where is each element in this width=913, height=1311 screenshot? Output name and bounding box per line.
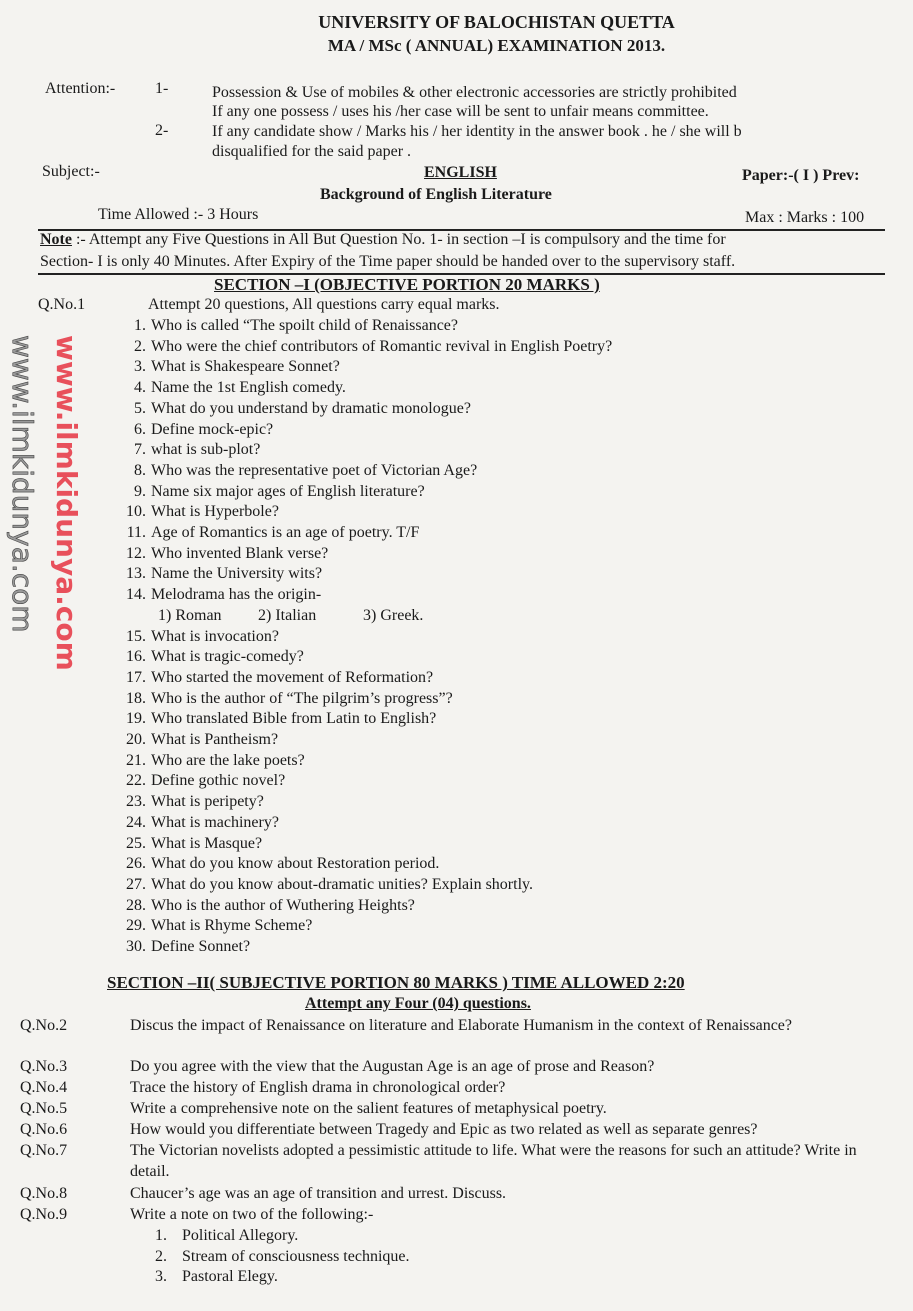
objective-question [108,813,528,834]
question-text: Do you agree with the view that the Augustan Age is an age of prose and Reason? [130,1058,655,1075]
question-number: Q.No.3 [20,1058,68,1075]
question-text: What do you know about-dramatic unities? Explain shortly. [151,875,533,893]
question-text: Who were the chief contributors of Romantic revival in English Poetry? [151,337,613,355]
question-text: Name six major ages of English literature? [151,482,425,500]
question-number: 1. [134,317,146,334]
objective-question [108,730,528,751]
question-number: 21. [126,751,146,769]
objective-question [108,916,528,937]
question-text: What is peripety? [151,793,264,811]
section-1-title: SECTION –I (OBJECTIVE PORTION 20 MARKS ) [214,275,600,294]
question-text: What is invocation? [151,627,279,645]
objective-question [108,709,528,730]
subjective-question [20,1057,890,1078]
question-number: 27. [126,875,146,893]
question-number: 2. [134,337,146,355]
objective-question [108,937,528,958]
question-text: Who was the representative poet of Victorian Age? [151,461,478,479]
question-text: What is Pantheism? [151,731,279,748]
max-marks: Max : Marks : 100 [745,209,865,226]
attention-num-1: 1- [155,80,169,97]
question-number: 10. [126,503,146,521]
option-number: 1. [155,1227,167,1244]
subjective-question [20,1141,890,1182]
question-text: Chaucer’s age was an age of transition and urrest. Discuss. [130,1185,507,1202]
q14-options [158,606,578,627]
subject: ENGLISH [424,164,497,181]
question-text: Write a comprehensive note on the salient features of metaphysical poetry. [130,1100,607,1117]
question-number: Q.No.9 [20,1206,68,1223]
objective-question [108,771,528,792]
question-text: Melodrama has the origin- [151,586,322,604]
objective-question [108,502,528,523]
q9-option [155,1248,410,1266]
question-number: 11. [126,524,146,541]
option: 3) Greek. [363,606,424,624]
paper-title: Background of English Literature [320,186,552,203]
question-text: Who invented Blank verse? [151,544,329,562]
option-text: Pastoral Elegy. [182,1268,278,1285]
objective-question [108,544,528,565]
question-number: 29. [126,917,146,935]
objective-question [108,337,613,358]
section-2-instruction: Attempt any Four (04) questions. [305,995,531,1012]
question-number: 19. [126,710,146,728]
watermark: www.ilmkidunya.com [50,335,83,671]
subjective-question [20,1205,890,1226]
attention-text-1a: Possession & Use of mobiles & other electronic accessories are strictly prohibited [212,84,737,101]
question-text: what is sub-plot? [151,441,261,459]
question-number: 18. [126,689,146,707]
objective-question [108,854,528,875]
question-number: 15. [126,627,146,645]
objective-question [108,875,533,896]
question-number: 8. [134,461,146,479]
question-number: 28. [126,896,146,914]
qno-1: Q.No.1 [38,296,86,313]
objective-question [108,316,528,337]
note-text: :- Attempt any Five Questions in All But Question No. 1- in section –I is compulsory and the time for [71,231,726,248]
question-number: 22. [126,772,146,790]
question-text: How would you differentiate between Tragedy and Epic as two related as well as separate genres? [130,1121,758,1138]
question-text: Who is the author of Wuthering Heights? [151,896,415,914]
option-text: Political Allegory. [182,1227,299,1244]
option: 2) Italian [258,606,317,624]
question-number: 14. [126,586,146,604]
question-number: Q.No.4 [20,1079,68,1096]
question-text: What is tragic-comedy? [151,648,304,666]
question-number: 4. [134,379,146,397]
question-text: What is Hyperbole? [151,503,279,521]
subjective-question [20,1016,890,1057]
question-number: 5. [134,399,146,417]
question-number: 13. [126,565,146,583]
time-allowed: Time Allowed :- 3 Hours [98,206,259,223]
section-1-instruction: Attempt 20 questions, All questions carry equal marks. [148,296,500,313]
question-text: Who is called “The spoilt child of Renaissance? [151,317,459,334]
question-number: 25. [126,834,146,852]
question-text: Define Sonnet? [151,938,251,955]
question-text: What do you understand by dramatic monologue? [151,399,471,417]
question-text: Define mock-epic? [151,420,274,438]
question-text: Who is the author of “The pilgrim’s progress”? [151,689,453,707]
question-number: 6. [134,420,146,438]
objective-question [108,420,528,441]
question-text: Who are the lake poets? [151,751,305,769]
question-number: Q.No.7 [20,1142,68,1159]
objective-question [108,585,528,606]
question-text: Name the University wits? [151,565,323,583]
objective-question [108,792,528,813]
question-text: What is Rhyme Scheme? [151,917,313,935]
objective-question [108,440,528,461]
objective-question [108,564,528,585]
objective-question [108,627,528,648]
subjective-question [20,1099,890,1120]
attention-text-1b: If any one possess / uses his /her case will be sent to unfair means committee. [212,103,709,120]
question-number: 12. [126,544,146,562]
question-number: 30. [126,938,146,955]
question-number: Q.No.8 [20,1185,68,1202]
objective-question [108,523,528,544]
q9-option [155,1227,298,1245]
q9-option [155,1268,278,1286]
question-number: 17. [126,668,146,686]
attention-text-2a: If any candidate show / Marks his / her identity in the answer book . he / she will b [212,123,742,140]
question-number: Q.No.2 [20,1017,68,1034]
question-number: 16. [126,648,146,666]
objective-question [108,689,528,710]
question-text: Who translated Bible from Latin to English? [151,710,437,728]
question-text: What is Masque? [151,834,263,852]
subjective-question [20,1120,890,1141]
question-text: Age of Romantics is an age of poetry. T/F [151,524,420,541]
option-text: Stream of consciousness technique. [182,1247,410,1265]
paper-number: Paper:-( I ) Prev: [742,167,860,184]
question-text: The Victorian novelists adopted a pessimistic attitude to life. What were the reasons for such an attitude? Write in detail. [130,1142,857,1180]
question-text: Discus the impact of Renaissance on literature and Elaborate Humanism in the context of Renaissance? [130,1017,792,1034]
subjective-question [20,1184,890,1205]
question-number: Q.No.5 [20,1100,68,1117]
attention-num-2: 2- [155,122,169,139]
question-text: What is Shakespeare Sonnet? [151,358,340,376]
attention-text-2b: disqualified for the said paper . [212,143,412,160]
objective-question [108,834,528,855]
question-number: 26. [126,855,146,873]
note-label: Note [40,231,72,248]
question-number: Q.No.6 [20,1121,68,1138]
subject-label: Subject:- [42,163,100,180]
question-text: What is machinery? [151,813,279,831]
question-text: Name the 1st English comedy. [151,379,346,397]
question-number: 20. [126,731,146,748]
watermark-outline: www.ilmkidunya.com [6,335,39,633]
question-text: What do you know about Restoration period. [151,855,440,873]
question-number: 7. [134,441,146,459]
objective-question [108,647,528,668]
option: 1) Roman [158,606,222,624]
question-text: Trace the history of English drama in chronological order? [130,1079,506,1096]
subjective-question [20,1078,890,1099]
objective-question [108,896,528,917]
attention-label: Attention:- [45,80,116,97]
objective-question [108,399,528,420]
section-2-title: SECTION –II( SUBJECTIVE PORTION 80 MARKS ) TIME ALLOWED 2:20 [107,973,685,992]
university-name: UNIVERSITY OF BALOCHISTAN QUETTA [318,12,675,32]
question-number: 9. [134,482,146,500]
question-number: 23. [126,793,146,811]
objective-question [108,668,528,689]
question-number: 3. [134,358,146,376]
exam-title: MA / MSc ( ANNUAL) EXAMINATION 2013. [327,36,666,55]
objective-question [108,378,528,399]
objective-question [108,461,528,482]
question-text: Define gothic novel? [151,772,286,790]
objective-question [108,482,528,503]
question-text: Write a note on two of the following:- [130,1206,374,1223]
note-line-2: Section- I is only 40 Minutes. After Expiry of the Time paper should be handed over to the supervisory staff. [40,253,736,270]
option-number: 3. [155,1268,167,1285]
objective-question [108,357,528,378]
objective-question [108,751,528,772]
note-line-1 [40,231,726,249]
option-number: 2. [155,1247,167,1265]
question-text: Who started the movement of Reformation? [151,668,434,686]
question-number: 24. [126,813,146,831]
